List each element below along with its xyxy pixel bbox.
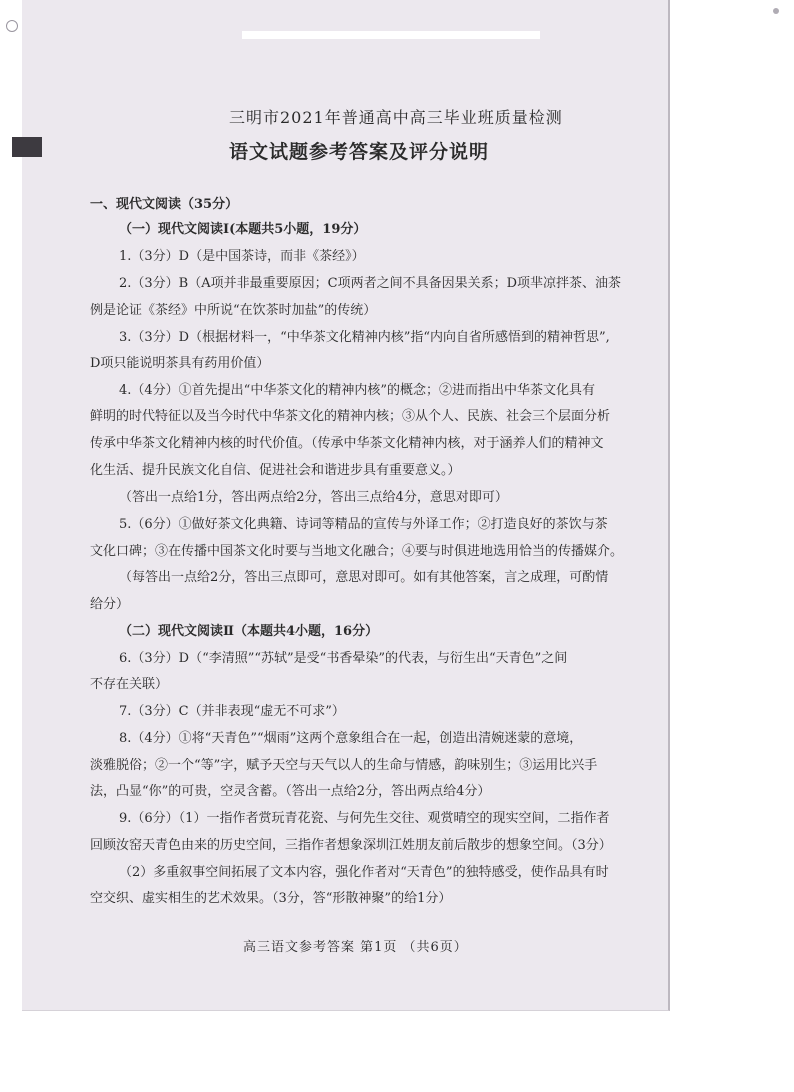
answer-line: 鲜明的时代特征以及当今时代中华茶文化的精神内核；③从个人、民族、社会三个层面分析 [90,409,611,424]
answer-line: 1.（3分）D（是中国茶诗，而非《茶经》） [119,249,365,264]
scoring-note: 给分） [90,597,130,612]
answer-line: 空交织、虚实相生的艺术效果。（3分，答“形散神聚”的给1分） [90,891,452,906]
answer-line: 文化口碑；③在传播中国茶文化时要与当地文化融合；④要与时俱进地选用恰当的传播媒介。 [90,544,624,559]
answer-line: 3.（3分）D（根据材料一，“中华茶文化精神内核”指“内向自省所感悟到的精神哲思”, [119,330,610,345]
section-heading: 一、现代文阅读（35分） [90,197,239,212]
answer-line: 传承中华茶文化精神内核的时代价值。（传承中华茶文化精神内核，对于涵养人们的精神文 [90,436,604,451]
answer-line: 淡雅脱俗；②一个“等”字，赋予天空与天气以人的生命与情感，韵味别生；③运用比兴手 [90,758,598,773]
answer-line: 8.（4分）①将“天青色”“烟雨”这两个意象组合在一起，创造出清婉迷蒙的意境， [119,731,583,746]
answer-line: 化生活、提升民族文化自信、促进社会和谐进步具有重要意义。） [90,463,461,478]
answer-line: 6.（3分）D（“李清照”“苏轼”是受“书香晕染”的代表，与衍生出“天青色”之间 [119,651,568,666]
page-footer: 高三语文参考答案 第1页 （共6页） [243,940,468,955]
scoring-note: （答出一点给1分，答出两点给2分，答出三点给4分，意思对即可） [119,490,508,505]
answer-line: 不存在关联） [90,677,169,692]
answer-line: （2）多重叙事空间拓展了文本内容，强化作者对“天青色”的独特感受，使作品具有时 [119,865,609,880]
answer-line: 7.（3分）C（并非表现“虚无不可求”） [119,704,345,719]
answer-line: 4.（4分）①首先提出“中华茶文化的精神内核”的概念；②进而指出中华茶文化具有 [119,383,595,398]
answer-line: 2.（3分）B（A项并非最重要原因；C项两者之间不具备因果关系；D项芈凉拌茶、油茶 [119,276,621,291]
answer-line: 例是论证《茶经》中所说“在饮茶时加盐”的传统） [90,303,377,318]
answer-line: 法，凸显“你”的可贵，空灵含蓄。（答出一点给2分，答出两点给4分） [90,784,491,799]
subsection-heading: （二）现代文阅读Ⅱ（本题共4小题，16分） [119,624,379,639]
page-title: 语文试题参考答案及评分说明 [229,141,490,163]
answer-line: 回顾汝窑天青色由来的历史空间，三指作者想象深圳江姓朋友前后散步的想象空间。（3分） [90,838,612,853]
subsection-heading: （一）现代文阅读Ⅰ(本题共5小题，19分） [119,222,367,237]
answer-line: 9.（6分）（1）一指作者赏玩青花瓷、与何先生交往、观赏晴空的现实空间，二指作者 [119,811,610,826]
exam-title: 三明市2021年普通高中高三毕业班质量检测 [229,108,563,127]
scoring-note: （每答出一点给2分，答出三点即可，意思对即可。如有其他答案，言之成理，可酌情 [119,570,609,585]
answer-line: 5.（6分）①做好茶文化典籍、诗词等精品的宣传与外译工作；②打造良好的茶饮与茶 [119,517,608,532]
answer-line: D项只能说明茶具有药用价值） [90,356,270,371]
